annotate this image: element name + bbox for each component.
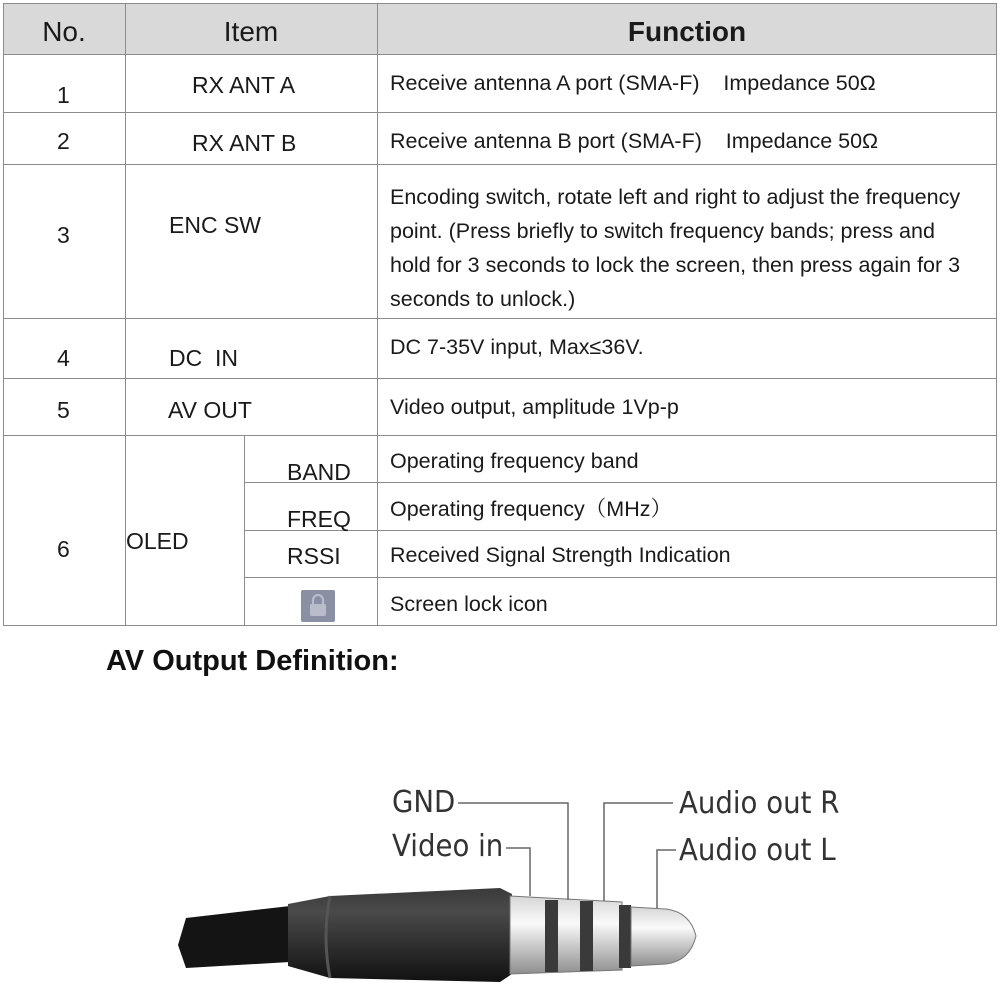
row-5-item: AV OUT <box>168 397 252 423</box>
row-1-no: 1 <box>57 82 70 108</box>
row-1-item: RX ANT A <box>192 72 296 98</box>
row-5-no: 5 <box>57 397 70 423</box>
oled-subrow-label: RSSI <box>287 543 341 569</box>
jack-label-audio-out-l: Audio out L <box>679 833 836 868</box>
oled-subrow-function: Screen lock icon <box>390 592 548 616</box>
header-item: Item <box>223 16 279 47</box>
oled-subrow-label: FREQ <box>287 506 351 532</box>
row-1-function: Receive antenna A port (SMA-F) Impedance 50Ω <box>390 71 876 95</box>
row-4-no: 4 <box>57 345 70 371</box>
row-4-item: DC IN <box>169 345 238 371</box>
row-3-function-line: hold for 3 seconds to lock the screen, then press again for 3 <box>390 253 961 277</box>
row-6-item: OLED <box>126 528 189 554</box>
header-no: No. <box>42 16 86 47</box>
row-3-no: 3 <box>57 222 70 248</box>
jack-label-audio-out-r: Audio out R <box>679 786 840 821</box>
row-3-item: ENC SW <box>169 212 261 238</box>
row-2-function: Receive antenna B port (SMA-F) Impedance 50Ω <box>390 129 879 153</box>
jack-label-video-in: Video in <box>392 829 504 864</box>
oled-subrow-function: Operating frequency band <box>390 449 639 473</box>
row-6-no: 6 <box>57 536 70 562</box>
jack-label-gnd: GND <box>392 785 456 820</box>
oled-subrow-function: Received Signal Strength Indication <box>390 543 731 567</box>
row-4-function: DC 7-35V input, Max≤36V. <box>390 335 644 359</box>
row-2-item: RX ANT B <box>192 130 297 156</box>
oled-subrow-label: BAND <box>287 459 351 485</box>
oled-subrow-function: Operating frequency（MHz） <box>390 497 672 521</box>
row-3-function-line: seconds to unlock.) <box>390 287 576 311</box>
row-2-no: 2 <box>57 128 70 154</box>
row-5-function: Video output, amplitude 1Vp-p <box>390 395 679 419</box>
row-3-function-line: Encoding switch, rotate left and right to adjust the frequency <box>390 185 961 209</box>
row-3-function-line: point. (Press briefly to switch frequency bands; press and <box>390 219 935 243</box>
section-title: AV Output Definition: <box>106 645 399 677</box>
header-function: Function <box>627 16 747 47</box>
